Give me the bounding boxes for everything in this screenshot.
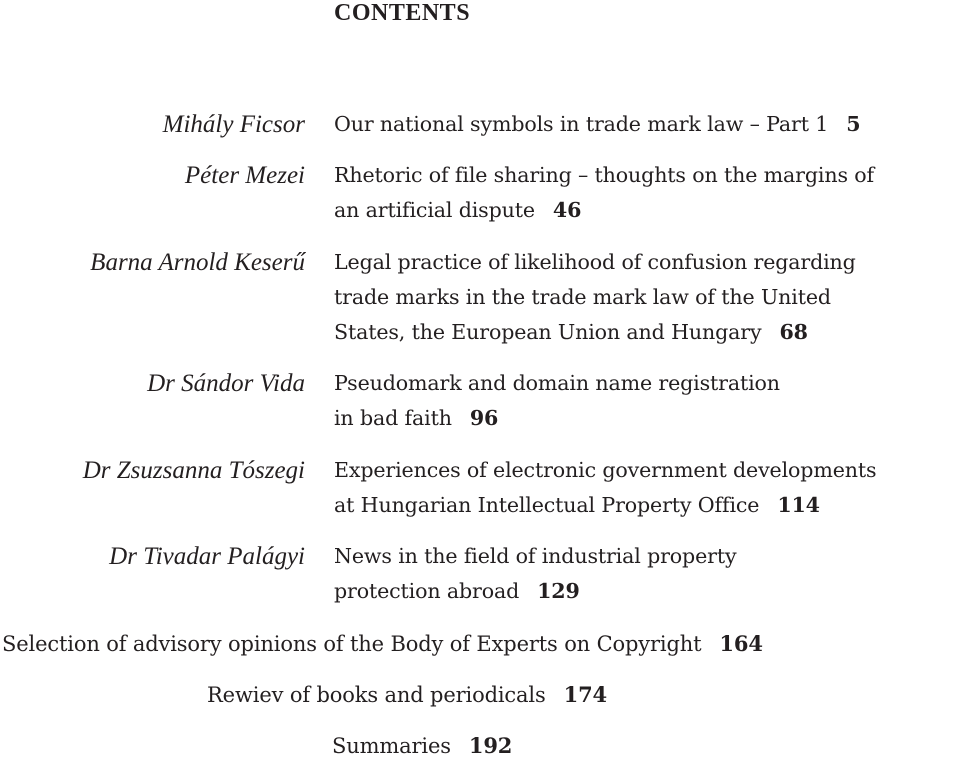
toc-author: Barna Arnold Keserű (90, 249, 305, 276)
toc-title: Selection of advisory opinions of the Body of Experts on Copyright (2, 632, 702, 656)
toc-title: Rewiev of books and periodicals (207, 683, 546, 707)
toc-page-number: 5 (846, 112, 861, 136)
toc-page-number: 96 (469, 406, 499, 430)
toc-title-line: Legal practice of likelihood of confusion regarding (334, 250, 856, 274)
toc-title-line: News in the field of industrial property (334, 544, 737, 568)
toc-author: Dr Tivadar Palágyi (109, 543, 305, 570)
toc-title-line: in bad faith 96 (334, 406, 499, 430)
toc-title-line: Pseudomark and domain name registration (334, 371, 780, 395)
toc-title-line: Rhetoric of file sharing – thoughts on the margins of (334, 163, 874, 187)
toc-title-line: Experiences of electronic government developments (334, 458, 877, 482)
toc-title (334, 539, 960, 609)
toc-page-number: 174 (563, 682, 608, 707)
toc-entry-advisory-opinions[interactable] (2, 626, 763, 662)
toc-title: Summaries (332, 734, 451, 758)
toc-page-number: 46 (552, 198, 582, 222)
toc-author: Mihály Ficsor (162, 111, 305, 138)
toc-entry-summaries[interactable] (332, 728, 512, 764)
toc-title-line: an artificial dispute 46 (334, 198, 582, 222)
toc-title (334, 453, 960, 523)
contents-heading: CONTENTS (334, 0, 471, 26)
toc-page-number: 192 (468, 733, 513, 758)
toc-title (334, 158, 960, 228)
toc-title-line: at Hungarian Intellectual Property Office 114 (334, 493, 820, 517)
toc-title-line: States, the European Union and Hungary 68 (334, 320, 808, 344)
toc-author: Dr Sándor Vida (147, 370, 305, 397)
toc-title-line: trade marks in the trade mark law of the United (334, 285, 831, 309)
toc-title-line: protection abroad 129 (334, 579, 580, 603)
toc-title (334, 245, 960, 350)
toc-page-number: 114 (777, 493, 820, 517)
toc-author: Dr Zsuzsanna Tószegi (82, 457, 305, 484)
toc-title (334, 107, 960, 142)
toc-author: Péter Mezei (184, 162, 305, 189)
toc-entry-book-reviews[interactable] (207, 677, 607, 713)
toc-page-number: 129 (537, 579, 580, 603)
toc-page-number: 164 (719, 631, 763, 656)
toc-title (334, 366, 960, 436)
toc-page-number: 68 (779, 320, 808, 344)
toc-title-line: Our national symbols in trade mark law – Part 1 5 (334, 112, 861, 136)
